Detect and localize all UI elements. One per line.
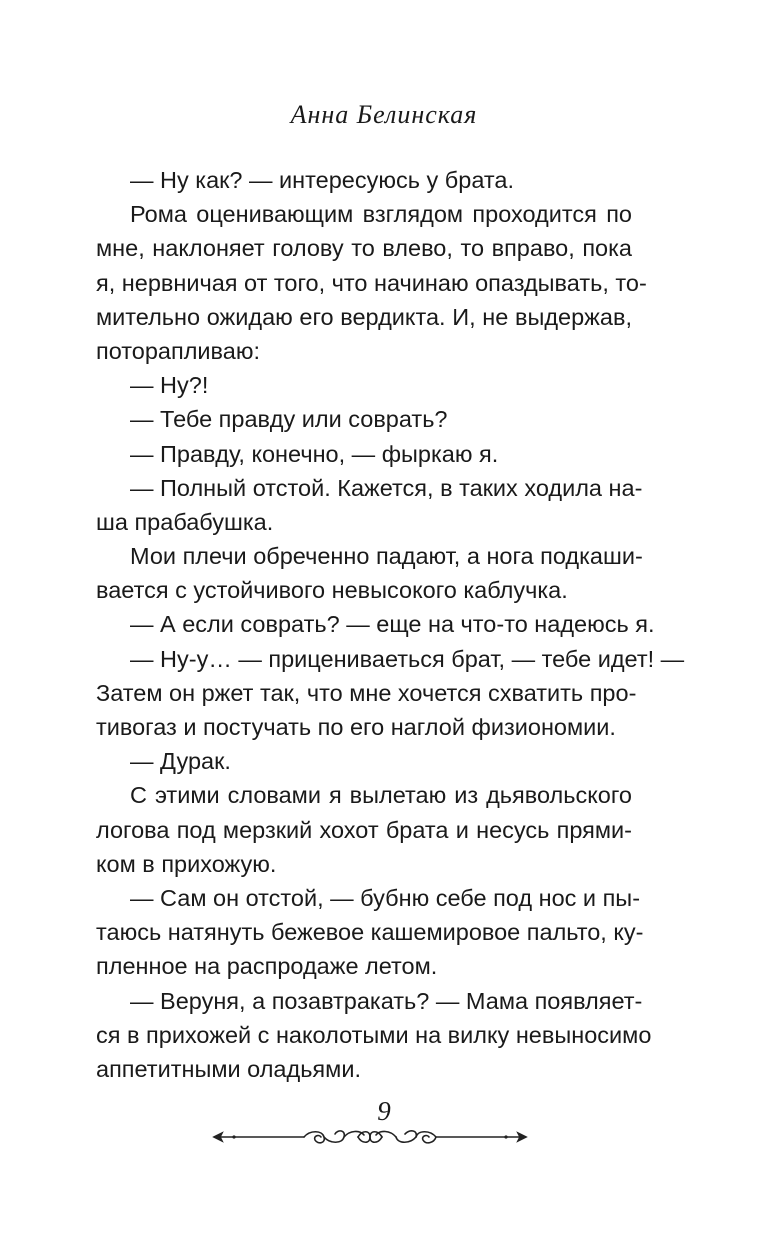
- text-line: — Полный отстой. Кажется, в таких ходила на-: [130, 474, 643, 501]
- text-line: ша прабабушка.: [96, 508, 274, 535]
- text-line: таюсь натянуть бежевое кашемировое пальто, ку-: [96, 919, 644, 946]
- flourish-ornament-icon: [212, 1124, 528, 1150]
- text-line: С этими словами я вылетаю из дьявольского: [130, 782, 632, 809]
- text-line: — Ну?!: [130, 372, 209, 399]
- text-line: аппетитными оладьями.: [96, 1055, 361, 1082]
- text-line: Затем он ржет так, что мне хочется схватить про-: [96, 679, 637, 706]
- text-line: Рома оценивающим взглядом проходится по: [130, 201, 632, 228]
- running-head-author: Анна Белинская: [290, 100, 478, 129]
- text-line: я, нервничая от того, что начинаю опаздывать, то-: [96, 269, 647, 296]
- page-number: 9: [377, 1096, 391, 1126]
- text-line: ком в прихожую.: [96, 850, 277, 877]
- text-line: — Тебе правду или соврать?: [130, 406, 448, 433]
- text-line: — Дурак.: [130, 748, 231, 775]
- text-line: поторапливаю:: [96, 337, 260, 364]
- body-text: [96, 163, 685, 1086]
- text-line: — Ну как? — интересуюсь у брата.: [130, 167, 514, 193]
- text-line: — Веруня, а позавтракать? — Мама появляет-: [130, 987, 643, 1014]
- text-line: пленное на распродаже летом.: [96, 953, 438, 980]
- text-line: логова под мерзкий хохот брата и несусь прями-: [96, 816, 632, 843]
- text-line: ся в прихожей с наколотыми на вилку невыносимо: [96, 1021, 652, 1048]
- text-line: — Ну-у… — прицениваеться брат, — тебе идет! —: [130, 645, 685, 672]
- text-line: мне, наклоняет голову то влево, то вправо, пока: [96, 235, 632, 262]
- text-line: — Правду, конечно, — фыркаю я.: [130, 440, 499, 467]
- text-line: — Сам он отстой, — бубню себе под нос и пы-: [130, 884, 641, 911]
- text-line: Мои плечи обреченно падают, а нога подкаши-: [130, 543, 643, 570]
- text-line: — А если соврать? — еще на что-то надеюсь я.: [130, 611, 655, 638]
- text-line: тивогаз и постучать по его наглой физиономии.: [96, 714, 616, 740]
- text-line: вается с устойчивого невысокого каблучка.: [96, 577, 568, 604]
- text-line: мительно ожидаю его вердикта. И, не выдержав,: [96, 303, 632, 330]
